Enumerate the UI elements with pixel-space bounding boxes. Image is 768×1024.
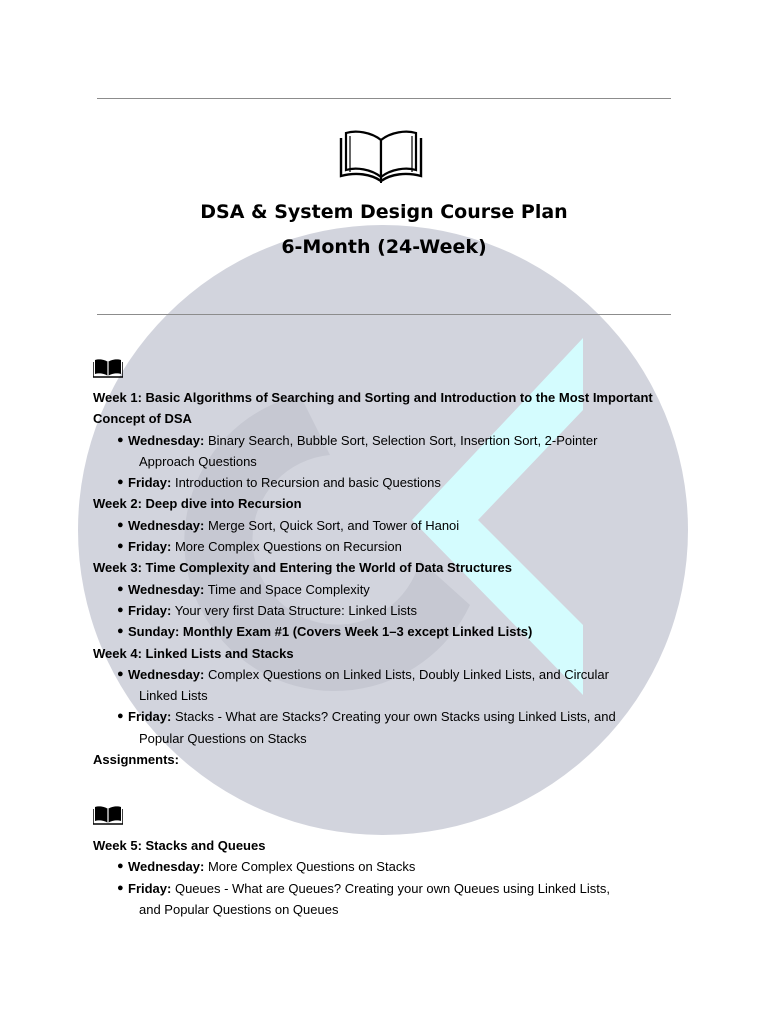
book-icon <box>93 358 123 378</box>
list-item: ● Friday: Stacks - What are Stacks? Creating your own Stacks using Linked Lists, and Popular Questions on Stacks <box>117 709 616 746</box>
week-5-list <box>93 856 683 920</box>
page-title: DSA & System Design Course Plan <box>200 201 568 223</box>
list-item: ● Friday: Introduction to Recursion and basic Questions <box>117 475 441 491</box>
week-1-heading: Week 1: Basic Algorithms of Searching and Sorting and Introduction to the Most Important Concept of DSA <box>93 390 653 427</box>
week-2-list <box>93 515 683 558</box>
top-divider <box>97 98 671 99</box>
list-item: ● Wednesday: Merge Sort, Quick Sort, and Tower of Hanoi <box>117 517 460 533</box>
list-item: ● Wednesday: More Complex Questions on Stacks <box>117 859 416 875</box>
list-item: ● Wednesday: Binary Search, Bubble Sort, Selection Sort, Insertion Sort, 2-Pointer Approach Questions <box>117 432 598 469</box>
week-4-heading: Week 4: Linked Lists and Stacks <box>93 645 294 661</box>
week-3-list <box>93 579 683 643</box>
assignments-heading: Assignments: <box>93 752 179 768</box>
list-item: ● Friday: Your very first Data Structure: Linked Lists <box>117 602 418 618</box>
week-5-heading: Week 5: Stacks and Queues <box>93 838 266 853</box>
page-subtitle: 6-Month (24-Week) <box>281 236 487 258</box>
open-book-icon <box>338 126 424 184</box>
week-3-heading: Week 3: Time Complexity and Entering the World of Data Structures <box>93 560 512 576</box>
list-item: ● Wednesday: Time and Space Complexity <box>117 581 370 597</box>
section-week-5 <box>93 835 683 920</box>
book-icon <box>93 805 123 825</box>
week-4-list <box>93 664 683 749</box>
mid-divider <box>97 314 671 315</box>
list-item: ● Friday: Queues - What are Queues? Creating your own Queues using Linked Lists, and Popular Questions on Queues <box>117 880 610 917</box>
list-item: ● Friday: More Complex Questions on Recursion <box>117 539 402 555</box>
week-2-heading: Week 2: Deep dive into Recursion <box>93 496 302 512</box>
week-1-list <box>93 430 683 494</box>
section-weeks-1-4 <box>93 387 683 770</box>
list-item: ● Wednesday: Complex Questions on Linked Lists, Doubly Linked Lists, and Circular Linked Lists <box>117 666 609 704</box>
list-item-exam: ● Sunday: Monthly Exam #1 (Covers Week 1–3 except Linked Lists) <box>117 624 533 640</box>
